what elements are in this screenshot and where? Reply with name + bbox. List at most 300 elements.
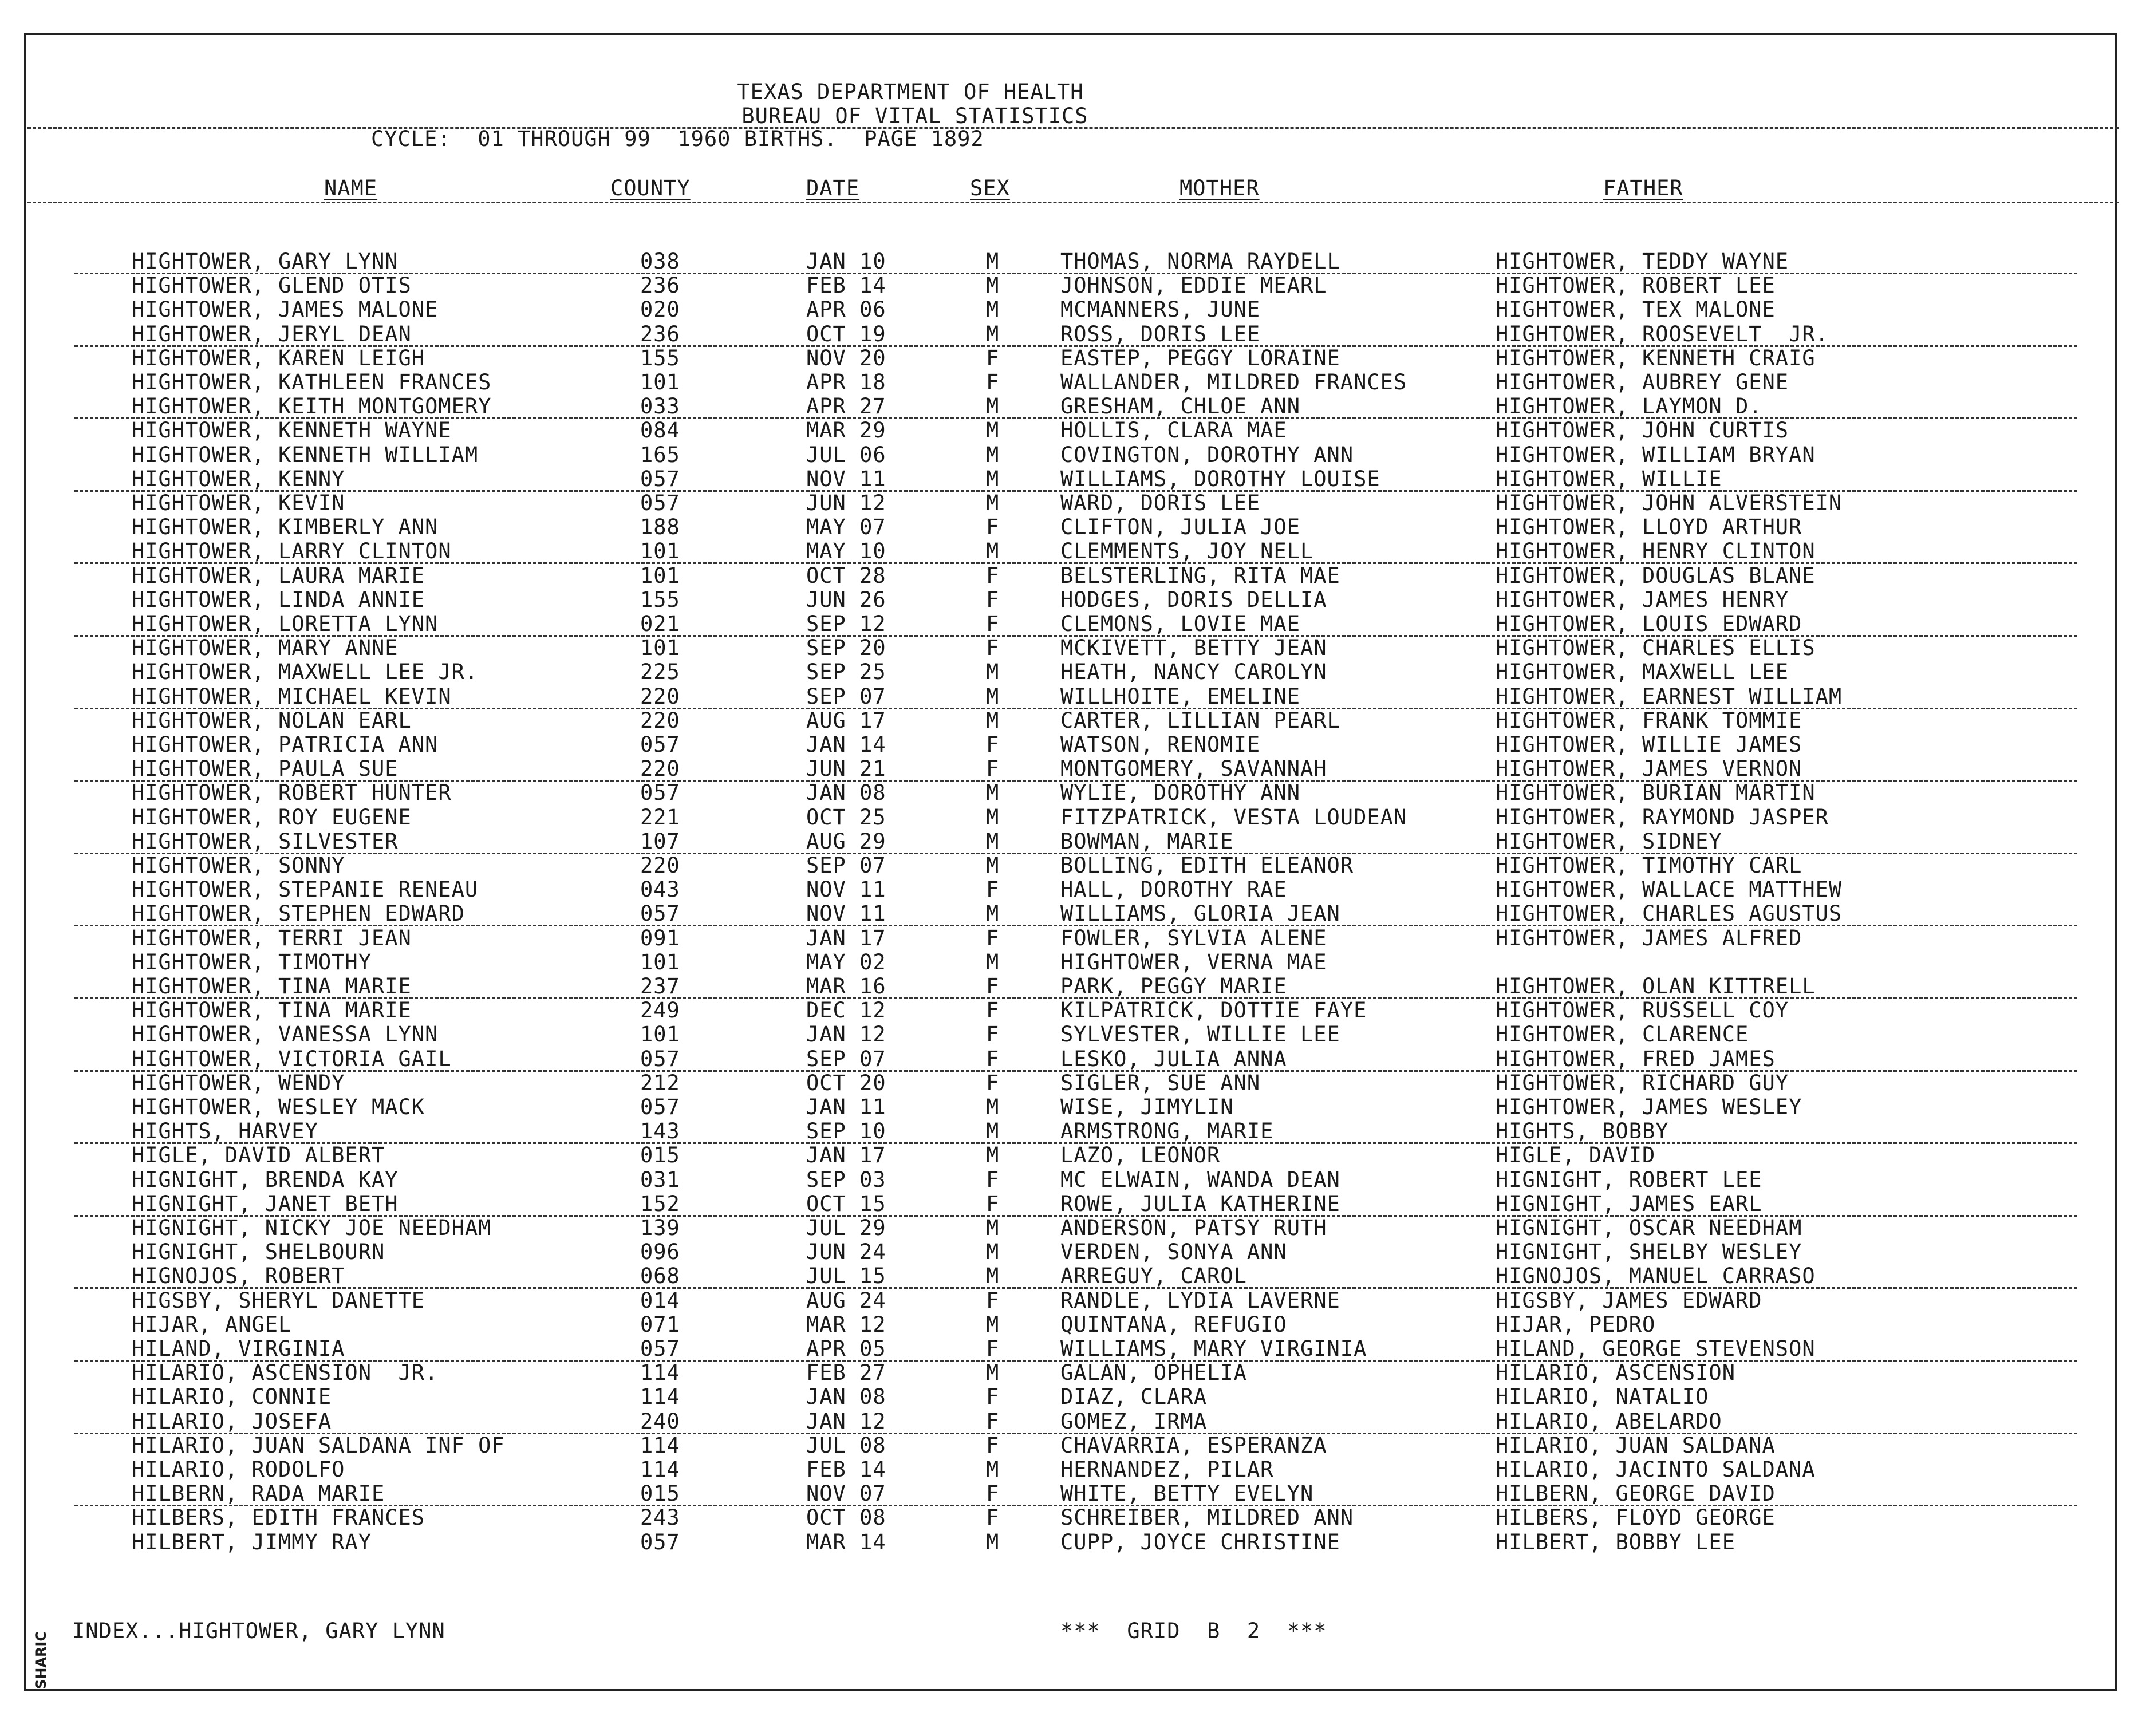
- cell-mother: CLIFTON, JULIA JOE: [1060, 515, 1300, 540]
- cell-name: HILBERN, RADA MARIE: [132, 1481, 385, 1506]
- table-row: [0, 830, 2146, 854]
- cell-date: MAR 14: [806, 1529, 886, 1554]
- cell-date: JUN 12: [806, 491, 886, 515]
- cell-father: HIGNOJOS, MANUEL CARRASO: [1496, 1264, 1816, 1289]
- cell-father: HIGNIGHT, ROBERT LEE: [1496, 1167, 1762, 1192]
- cell-date: APR 05: [806, 1336, 886, 1361]
- cell-date: MAR 29: [806, 418, 886, 443]
- table-row: [0, 902, 2146, 926]
- table-row: [0, 1361, 2146, 1385]
- table-row: [0, 1410, 2146, 1434]
- cell-name: HIGHTOWER, VANESSA LYNN: [132, 1022, 439, 1047]
- cell-sex: M: [986, 442, 1000, 467]
- cell-date: FEB 14: [806, 273, 886, 298]
- cell-mother: HERNANDEZ, PILAR: [1060, 1457, 1274, 1482]
- cell-sex: F: [986, 370, 1000, 394]
- cell-mother: RANDLE, LYDIA LAVERNE: [1060, 1288, 1340, 1313]
- cell-date: JUN 24: [806, 1240, 886, 1265]
- col-header-sex: SEX: [970, 176, 1010, 200]
- table-row: [0, 1095, 2146, 1119]
- cell-sex: M: [986, 684, 1000, 709]
- cell-name: HILBERT, JIMMY RAY: [132, 1529, 372, 1554]
- cell-sex: M: [986, 1312, 1000, 1337]
- cell-date: NOV 20: [806, 345, 886, 370]
- cell-name: HIGHTOWER, MARY ANNE: [132, 636, 399, 661]
- cell-name: HIGSBY, SHERYL DANETTE: [132, 1288, 425, 1313]
- cell-date: SEP 10: [806, 1119, 886, 1144]
- cell-county: 114: [640, 1384, 680, 1410]
- table-row: [0, 1337, 2146, 1361]
- cell-sex: M: [986, 273, 1000, 298]
- cell-sex: F: [986, 563, 1000, 588]
- col-header-date: DATE: [806, 176, 860, 200]
- cell-sex: M: [986, 708, 1000, 733]
- cell-father: HILARIO, JUAN SALDANA: [1496, 1433, 1776, 1458]
- cell-county: 139: [640, 1216, 680, 1240]
- cell-county: 114: [640, 1457, 680, 1482]
- cell-name: HIGHTOWER, KAREN LEIGH: [132, 345, 425, 370]
- cell-father: HIGHTOWER, EARNEST WILLIAM: [1496, 684, 1843, 709]
- table-row: [0, 1434, 2146, 1458]
- cell-date: NOV 07: [806, 1481, 886, 1506]
- table-row: [0, 1264, 2146, 1288]
- cell-date: SEP 03: [806, 1167, 886, 1192]
- cell-sex: F: [986, 974, 1000, 999]
- cell-name: HIGNIGHT, JANET BETH: [132, 1191, 399, 1216]
- table-row: [0, 1385, 2146, 1409]
- cell-mother: HODGES, DORIS DELLIA: [1060, 587, 1327, 612]
- cell-name: HIGHTOWER, TIMOTHY: [132, 949, 372, 974]
- cell-county: 057: [640, 1095, 680, 1119]
- cell-name: HIGHTOWER, VICTORIA GAIL: [132, 1046, 452, 1071]
- cell-county: 101: [640, 636, 680, 661]
- cell-name: HILARIO, ASCENSION JR.: [132, 1360, 439, 1386]
- cell-sex: F: [986, 587, 1000, 612]
- cell-name: HIGHTOWER, NOLAN EARL: [132, 708, 412, 733]
- cell-father: HIGNIGHT, JAMES EARL: [1496, 1191, 1762, 1216]
- cell-name: HILARIO, CONNIE: [132, 1384, 332, 1410]
- cell-name: HIGHTOWER, MAXWELL LEE JR.: [132, 660, 479, 685]
- table-row: [0, 419, 2146, 443]
- cell-mother: LESKO, JULIA ANNA: [1060, 1046, 1287, 1071]
- table-row: [0, 1289, 2146, 1313]
- cell-sex: F: [986, 732, 1000, 757]
- cell-father: HIGHTOWER, JAMES ALFRED: [1496, 925, 1802, 950]
- cell-name: HIGHTS, HARVEY: [132, 1119, 318, 1144]
- cell-county: 057: [640, 732, 680, 757]
- cell-date: OCT 19: [806, 321, 886, 346]
- cell-date: SEP 07: [806, 853, 886, 878]
- cell-mother: DIAZ, CLARA: [1060, 1384, 1208, 1410]
- cell-mother: CUPP, JOYCE CHRISTINE: [1060, 1529, 1340, 1554]
- cell-date: SEP 07: [806, 1046, 886, 1071]
- cell-county: 152: [640, 1191, 680, 1216]
- cell-father: HIGHTOWER, JAMES HENRY: [1496, 587, 1789, 612]
- cell-mother: THOMAS, NORMA RAYDELL: [1060, 249, 1340, 274]
- cell-date: APR 27: [806, 394, 886, 419]
- cell-sex: M: [986, 1143, 1000, 1168]
- cell-county: 243: [640, 1505, 680, 1530]
- cell-mother: GALAN, OPHELIA: [1060, 1360, 1247, 1386]
- cell-mother: MC ELWAIN, WANDA DEAN: [1060, 1167, 1340, 1192]
- cell-sex: M: [986, 1119, 1000, 1144]
- cell-county: 114: [640, 1360, 680, 1386]
- cell-mother: ROSS, DORIS LEE: [1060, 321, 1261, 346]
- cell-county: 188: [640, 515, 680, 540]
- cell-mother: FITZPATRICK, VESTA LOUDEAN: [1060, 804, 1407, 830]
- table-row: [0, 322, 2146, 346]
- cell-mother: FOWLER, SYLVIA ALENE: [1060, 925, 1327, 950]
- cell-county: 057: [640, 1336, 680, 1361]
- cell-mother: BELSTERLING, RITA MAE: [1060, 563, 1340, 588]
- table-row: [0, 1216, 2146, 1240]
- table-row: [0, 298, 2146, 322]
- cell-mother: CHAVARRIA, ESPERANZA: [1060, 1433, 1327, 1458]
- cell-father: HILARIO, ABELARDO: [1496, 1408, 1722, 1434]
- cell-date: JUL 06: [806, 442, 886, 467]
- cell-sex: F: [986, 877, 1000, 902]
- cell-sex: F: [986, 1046, 1000, 1071]
- table-row: [0, 346, 2146, 370]
- cell-name: HIGLE, DAVID ALBERT: [132, 1143, 385, 1168]
- cell-mother: MONTGOMERY, SAVANNAH: [1060, 756, 1327, 782]
- cell-county: 225: [640, 660, 680, 685]
- cell-mother: JOHNSON, EDDIE MEARL: [1060, 273, 1327, 298]
- cell-sex: F: [986, 1288, 1000, 1313]
- cell-sex: F: [986, 1070, 1000, 1095]
- cell-mother: WATSON, RENOMIE: [1060, 732, 1261, 757]
- cell-date: JUN 21: [806, 756, 886, 782]
- cell-sex: M: [986, 901, 1000, 926]
- cell-sex: M: [986, 1216, 1000, 1240]
- cell-mother: BOWMAN, MARIE: [1060, 828, 1234, 854]
- table-row: [0, 1240, 2146, 1264]
- cell-father: HIGHTOWER, KENNETH CRAIG: [1496, 345, 1816, 370]
- table-row: [0, 1506, 2146, 1530]
- cell-sex: F: [986, 1408, 1000, 1434]
- cell-county: 043: [640, 877, 680, 902]
- cell-sex: M: [986, 491, 1000, 515]
- cell-date: SEP 20: [806, 636, 886, 661]
- cell-name: HILAND, VIRGINIA: [132, 1336, 345, 1361]
- cell-father: HIGHTOWER, LAYMON D.: [1496, 394, 1762, 419]
- cell-mother: WILLHOITE, EMELINE: [1060, 684, 1300, 709]
- cell-mother: WYLIE, DOROTHY ANN: [1060, 780, 1300, 806]
- cell-mother: SIGLER, SUE ANN: [1060, 1070, 1261, 1095]
- cell-father: HIGHTOWER, WILLIAM BRYAN: [1496, 442, 1816, 467]
- cell-name: HIGHTOWER, PAULA SUE: [132, 756, 399, 782]
- cell-mother: CARTER, LILLIAN PEARL: [1060, 708, 1340, 733]
- cell-father: HILARIO, JACINTO SALDANA: [1496, 1457, 1816, 1482]
- cell-date: JAN 08: [806, 780, 886, 806]
- cell-sex: F: [986, 1481, 1000, 1506]
- cell-name: HIGHTOWER, ROY EUGENE: [132, 804, 412, 830]
- cell-date: OCT 08: [806, 1505, 886, 1530]
- cell-father: HIGHTOWER, CHARLES AGUSTUS: [1496, 901, 1843, 926]
- cell-father: HILARIO, NATALIO: [1496, 1384, 1709, 1410]
- cell-mother: MCMANNERS, JUNE: [1060, 297, 1261, 322]
- table-row: [0, 491, 2146, 515]
- cell-county: 057: [640, 780, 680, 806]
- cell-sex: F: [986, 636, 1000, 661]
- cell-father: HIGHTOWER, TIMOTHY CARL: [1496, 853, 1802, 878]
- table-row: [0, 1143, 2146, 1167]
- cell-sex: M: [986, 1095, 1000, 1119]
- cell-name: HIGHTOWER, KENNETH WILLIAM: [132, 442, 479, 467]
- cell-father: HIGHTOWER, ROBERT LEE: [1496, 273, 1776, 298]
- cell-name: HILARIO, JUAN SALDANA INF OF: [132, 1433, 505, 1458]
- cell-name: HIGHTOWER, TINA MARIE: [132, 998, 412, 1023]
- table-row: [0, 539, 2146, 563]
- cell-date: AUG 17: [806, 708, 886, 733]
- cell-mother: QUINTANA, REFUGIO: [1060, 1312, 1287, 1337]
- cell-father: HIGHTS, BOBBY: [1496, 1119, 1669, 1144]
- table-row: [0, 806, 2146, 830]
- cell-date: JUL 15: [806, 1264, 886, 1289]
- cell-father: HIGHTOWER, BURIAN MARTIN: [1496, 780, 1816, 806]
- cell-name: HIGHTOWER, WESLEY MACK: [132, 1095, 425, 1119]
- cell-sex: M: [986, 466, 1000, 491]
- cell-father: HIJAR, PEDRO: [1496, 1312, 1656, 1337]
- cell-county: 165: [640, 442, 680, 467]
- table-row: [0, 1482, 2146, 1506]
- cell-sex: M: [986, 321, 1000, 346]
- cell-father: HIGHTOWER, CLARENCE: [1496, 1022, 1749, 1047]
- cell-name: HIGNIGHT, SHELBOURN: [132, 1240, 385, 1265]
- cell-mother: WALLANDER, MILDRED FRANCES: [1060, 370, 1407, 394]
- cell-father: HIGHTOWER, JAMES VERNON: [1496, 756, 1802, 782]
- cell-date: AUG 29: [806, 828, 886, 854]
- cell-county: 220: [640, 756, 680, 782]
- cell-county: 068: [640, 1264, 680, 1289]
- cell-name: HIGHTOWER, TERRI JEAN: [132, 925, 412, 950]
- cell-mother: KILPATRICK, DOTTIE FAYE: [1060, 998, 1367, 1023]
- cell-name: HILBERS, EDITH FRANCES: [132, 1505, 425, 1530]
- cell-county: 220: [640, 684, 680, 709]
- cell-mother: WISE, JIMYLIN: [1060, 1095, 1234, 1119]
- cell-date: OCT 15: [806, 1191, 886, 1216]
- cell-mother: CLEMONS, LOVIE MAE: [1060, 611, 1300, 636]
- cell-name: HIGHTOWER, KIMBERLY ANN: [132, 515, 439, 540]
- cell-county: 220: [640, 853, 680, 878]
- cell-father: HIGHTOWER, SIDNEY: [1496, 828, 1722, 854]
- table-row: [0, 250, 2146, 274]
- table-row: [0, 733, 2146, 757]
- cell-sex: M: [986, 539, 1000, 564]
- cell-name: HIGHTOWER, KEITH MONTGOMERY: [132, 394, 492, 419]
- cell-sex: F: [986, 1022, 1000, 1047]
- cell-sex: F: [986, 611, 1000, 636]
- cell-name: HIGHTOWER, STEPANIE RENEAU: [132, 877, 479, 902]
- cycle-line: CYCLE: 01 THROUGH 99 1960 BIRTHS. PAGE 1892: [371, 127, 984, 151]
- cell-sex: F: [986, 1384, 1000, 1410]
- cell-mother: WILLIAMS, MARY VIRGINIA: [1060, 1336, 1367, 1361]
- cell-date: JAN 14: [806, 732, 886, 757]
- table-row: [0, 394, 2146, 419]
- cell-date: SEP 25: [806, 660, 886, 685]
- cell-county: 101: [640, 1022, 680, 1047]
- cell-father: HIGHTOWER, RICHARD GUY: [1496, 1070, 1789, 1095]
- cell-name: HIGHTOWER, WENDY: [132, 1070, 345, 1095]
- cell-sex: M: [986, 780, 1000, 806]
- cell-name: HIGHTOWER, MICHAEL KEVIN: [132, 684, 452, 709]
- cell-mother: CLEMMENTS, JOY NELL: [1060, 539, 1314, 564]
- table-row: [0, 1458, 2146, 1482]
- cell-date: APR 18: [806, 370, 886, 394]
- cell-date: JUL 08: [806, 1433, 886, 1458]
- cell-date: MAR 12: [806, 1312, 886, 1337]
- cell-county: 155: [640, 587, 680, 612]
- cell-county: 057: [640, 466, 680, 491]
- cell-county: 114: [640, 1433, 680, 1458]
- cell-name: HIGHTOWER, STEPHEN EDWARD: [132, 901, 465, 926]
- cell-county: 212: [640, 1070, 680, 1095]
- side-label: SHARIC: [33, 1631, 49, 1689]
- table-row: [0, 926, 2146, 950]
- cell-father: HIGHTOWER, ROOSEVELT JR.: [1496, 321, 1829, 346]
- cell-date: DEC 12: [806, 998, 886, 1023]
- cell-mother: EASTEP, PEGGY LORAINE: [1060, 345, 1340, 370]
- cell-name: HIGNIGHT, BRENDA KAY: [132, 1167, 399, 1192]
- cell-date: NOV 11: [806, 466, 886, 491]
- table-row: [0, 443, 2146, 467]
- cell-father: HILBERT, BOBBY LEE: [1496, 1529, 1735, 1554]
- cell-father: HILBERN, GEORGE DAVID: [1496, 1481, 1776, 1506]
- cell-mother: HIGHTOWER, VERNA MAE: [1060, 949, 1327, 974]
- cell-father: HIGHTOWER, TEX MALONE: [1496, 297, 1776, 322]
- cell-county: 020: [640, 297, 680, 322]
- table-row: [0, 1071, 2146, 1095]
- cell-mother: LAZO, LEONOR: [1060, 1143, 1221, 1168]
- table-row: [0, 467, 2146, 491]
- cell-county: 101: [640, 370, 680, 394]
- col-header-mother: MOTHER: [1179, 176, 1260, 200]
- cell-name: HIGHTOWER, KATHLEEN FRANCES: [132, 370, 492, 394]
- table-row: [0, 709, 2146, 733]
- cell-sex: M: [986, 1529, 1000, 1554]
- cell-name: HIGHTOWER, GLEND OTIS: [132, 273, 412, 298]
- cell-sex: F: [986, 345, 1000, 370]
- cell-mother: HEATH, NANCY CAROLYN: [1060, 660, 1327, 685]
- cell-sex: F: [986, 1167, 1000, 1192]
- col-header-name: NAME: [324, 176, 378, 200]
- cell-sex: M: [986, 394, 1000, 419]
- cell-father: HILARIO, ASCENSION: [1496, 1360, 1735, 1386]
- table-row: [0, 1047, 2146, 1071]
- table-row: [0, 854, 2146, 878]
- cell-mother: WILLIAMS, DOROTHY LOUISE: [1060, 466, 1380, 491]
- cell-county: 057: [640, 491, 680, 515]
- cell-name: HIGNOJOS, ROBERT: [132, 1264, 345, 1289]
- cell-county: 057: [640, 1529, 680, 1554]
- cell-father: HIGHTOWER, CHARLES ELLIS: [1496, 636, 1816, 661]
- cell-name: HILARIO, JOSEFA: [132, 1408, 332, 1434]
- table-row: [0, 999, 2146, 1023]
- table-row: [0, 974, 2146, 999]
- cell-father: HIGNIGHT, SHELBY WESLEY: [1496, 1240, 1802, 1265]
- cell-county: 057: [640, 1046, 680, 1071]
- cell-county: 155: [640, 345, 680, 370]
- cell-mother: MCKIVETT, BETTY JEAN: [1060, 636, 1327, 661]
- cell-mother: HOLLIS, CLARA MAE: [1060, 418, 1287, 443]
- cell-mother: WHITE, BETTY EVELYN: [1060, 1481, 1314, 1506]
- cell-mother: GRESHAM, CHLOE ANN: [1060, 394, 1300, 419]
- cell-sex: M: [986, 828, 1000, 854]
- cell-date: FEB 27: [806, 1360, 886, 1386]
- cell-mother: ROWE, JULIA KATHERINE: [1060, 1191, 1340, 1216]
- table-row: [0, 757, 2146, 781]
- cell-sex: F: [986, 1191, 1000, 1216]
- table-row: [0, 685, 2146, 709]
- cell-date: APR 06: [806, 297, 886, 322]
- col-header-county: COUNTY: [610, 176, 691, 200]
- cell-name: HIGHTOWER, LORETTA LYNN: [132, 611, 439, 636]
- cell-name: HIJAR, ANGEL: [132, 1312, 292, 1337]
- cell-county: 101: [640, 539, 680, 564]
- cell-name: HIGHTOWER, LINDA ANNIE: [132, 587, 425, 612]
- table-row: [0, 1168, 2146, 1192]
- cell-county: 220: [640, 708, 680, 733]
- cell-sex: M: [986, 249, 1000, 274]
- cell-name: HIGHTOWER, TINA MARIE: [132, 974, 412, 999]
- cell-father: HIGHTOWER, WALLACE MATTHEW: [1496, 877, 1843, 902]
- header-subtitle: BUREAU OF VITAL STATISTICS: [741, 104, 1088, 128]
- cell-name: HIGHTOWER, GARY LYNN: [132, 249, 399, 274]
- table-row: [0, 1023, 2146, 1047]
- cell-father: HIGHTOWER, TEDDY WAYNE: [1496, 249, 1789, 274]
- cell-sex: M: [986, 1360, 1000, 1386]
- cell-sex: F: [986, 1505, 1000, 1530]
- cell-name: HIGHTOWER, JERYL DEAN: [132, 321, 412, 346]
- cell-date: MAY 02: [806, 949, 886, 974]
- table-row: [0, 878, 2146, 902]
- cell-name: HIGHTOWER, ROBERT HUNTER: [132, 780, 452, 806]
- cell-father: HIGHTOWER, RUSSELL COY: [1496, 998, 1789, 1023]
- cell-county: 236: [640, 273, 680, 298]
- table-row: [0, 515, 2146, 539]
- cell-county: 101: [640, 563, 680, 588]
- cell-county: 249: [640, 998, 680, 1023]
- cell-father: HIGSBY, JAMES EDWARD: [1496, 1288, 1762, 1313]
- cell-date: JAN 08: [806, 1384, 886, 1410]
- cell-name: HIGHTOWER, LAURA MARIE: [132, 563, 425, 588]
- cell-mother: ARREGUY, CAROL: [1060, 1264, 1247, 1289]
- cell-mother: VERDEN, SONYA ANN: [1060, 1240, 1287, 1265]
- cell-father: HIGHTOWER, LOUIS EDWARD: [1496, 611, 1802, 636]
- cell-county: 038: [640, 249, 680, 274]
- footer-index: INDEX...HIGHTOWER, GARY LYNN: [72, 1619, 445, 1643]
- cell-sex: M: [986, 853, 1000, 878]
- cell-county: 101: [640, 949, 680, 974]
- cell-sex: M: [986, 418, 1000, 443]
- table-row: [0, 1530, 2146, 1554]
- cell-date: JAN 10: [806, 249, 886, 274]
- cell-date: SEP 07: [806, 684, 886, 709]
- cell-date: JAN 17: [806, 1143, 886, 1168]
- cell-father: HIGHTOWER, MAXWELL LEE: [1496, 660, 1789, 685]
- footer-grid: *** GRID B 2 ***: [1060, 1619, 1327, 1643]
- cell-sex: F: [986, 515, 1000, 540]
- table-row: [0, 564, 2146, 588]
- cell-county: 033: [640, 394, 680, 419]
- cell-sex: M: [986, 804, 1000, 830]
- cell-county: 091: [640, 925, 680, 950]
- cell-date: OCT 20: [806, 1070, 886, 1095]
- cell-county: 015: [640, 1143, 680, 1168]
- cell-county: 071: [640, 1312, 680, 1337]
- table-row: [0, 588, 2146, 612]
- cell-father: HIGHTOWER, RAYMOND JASPER: [1496, 804, 1829, 830]
